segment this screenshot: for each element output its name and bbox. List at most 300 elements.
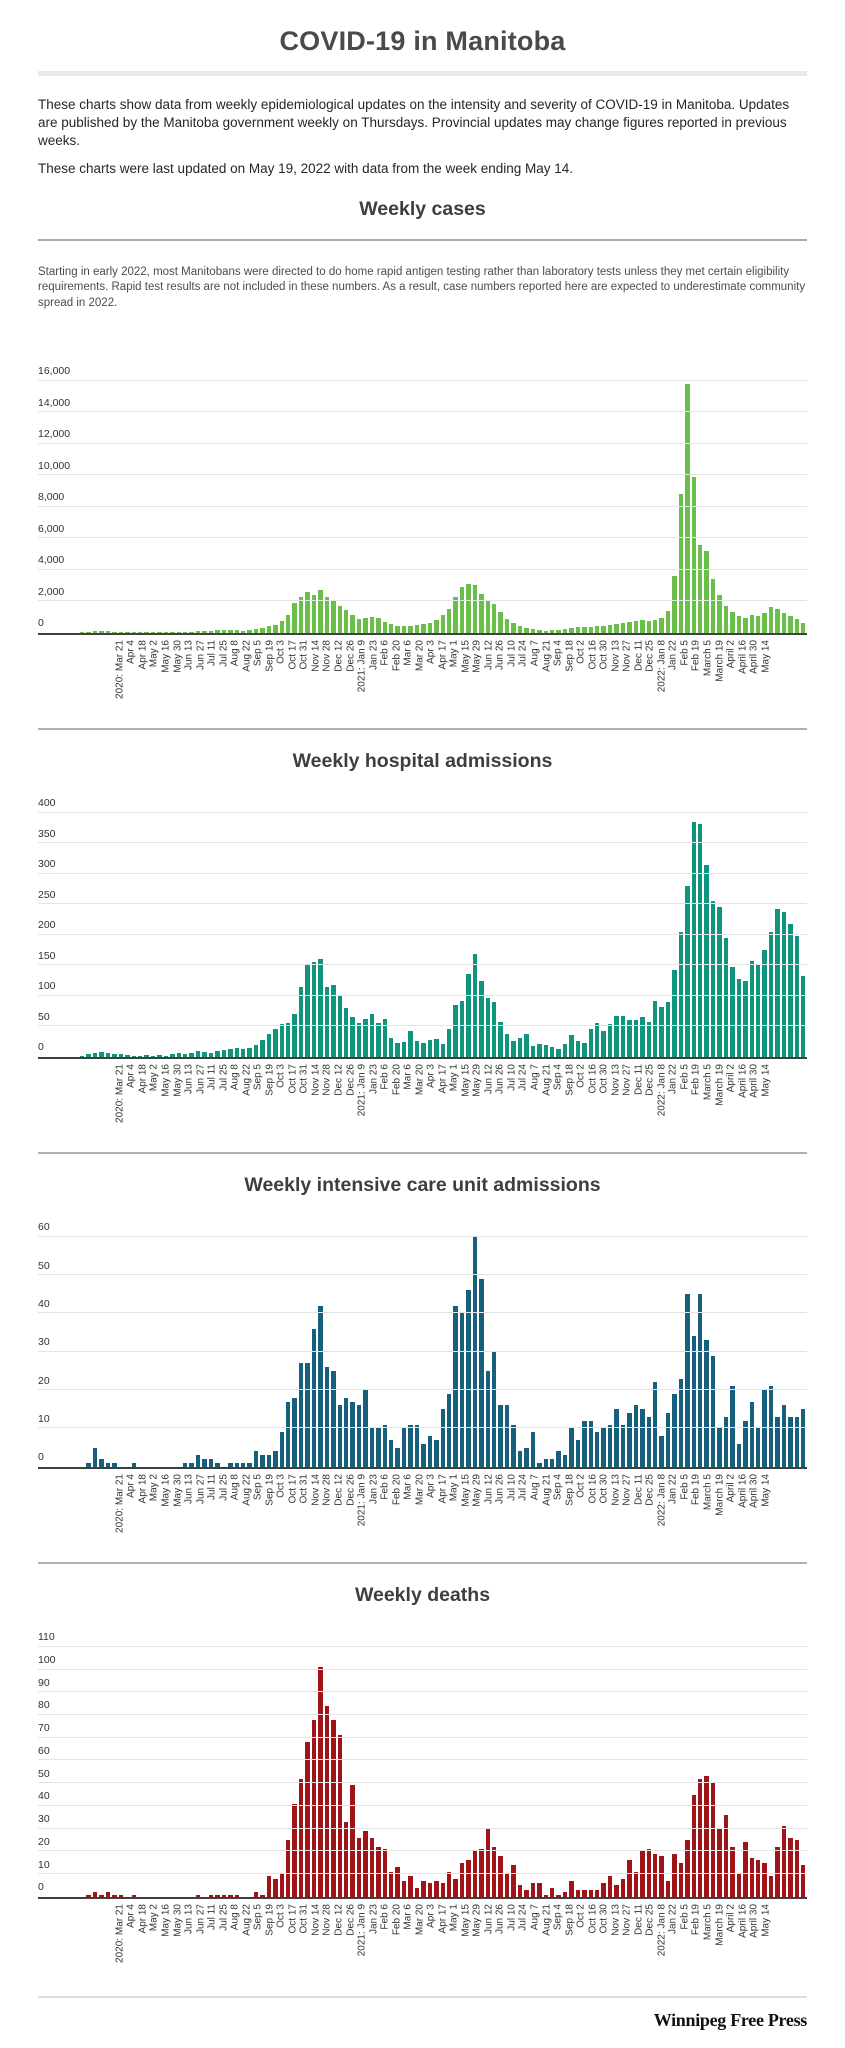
x-axis-tick: [425, 1472, 437, 1544]
x-axis-tick: [114, 1902, 126, 1974]
bar: [189, 1463, 193, 1467]
bar: [466, 1860, 470, 1896]
x-axis-tick-label: Oct 16: [587, 1473, 599, 1504]
bar: [389, 1038, 393, 1056]
x-axis-tick: [437, 1902, 449, 1974]
bar: [486, 1371, 490, 1467]
bar: [151, 632, 155, 633]
bar: [711, 1356, 715, 1467]
bar: [106, 1892, 110, 1897]
bar: [132, 1463, 136, 1467]
x-axis-tick: [748, 638, 760, 710]
y-axis-tick-label: 4,000: [38, 554, 65, 567]
x-axis-tick-label: 2020: Mar 21: [114, 639, 126, 699]
y-axis-tick-label: 50: [38, 1259, 50, 1272]
x-axis-tick-label: Feb 20: [391, 1903, 403, 1935]
x-axis-tick-label: May 15: [460, 1063, 472, 1097]
x-axis-tick: [229, 1902, 241, 1974]
bar: [170, 632, 174, 633]
bar: [647, 1417, 651, 1467]
bar: [621, 1016, 625, 1057]
bar: [492, 1352, 496, 1467]
gridline: [38, 873, 807, 874]
bar: [138, 632, 142, 633]
bar: [235, 630, 239, 632]
gridline: [38, 995, 807, 996]
x-axis-tick: [391, 1062, 403, 1134]
bar: [531, 1883, 535, 1897]
x-axis-tick-label: Sep 4: [552, 1473, 564, 1500]
bar: [685, 886, 689, 1057]
x-axis-tick-label: Jul 25: [218, 1063, 230, 1091]
x-axis-tick-label: Nov 28: [321, 1473, 333, 1506]
bar: [280, 621, 284, 633]
bar: [550, 630, 554, 633]
x-axis-tick-label: Sep 18: [564, 1473, 576, 1506]
bar: [395, 1867, 399, 1897]
x-axis-tick-label: May 2: [148, 1063, 160, 1091]
gridline: [38, 842, 807, 843]
x-axis-tick-label: Aug 22: [241, 1473, 253, 1506]
x-axis-tick: [275, 638, 287, 710]
x-axis-tick-label: Jun 13: [183, 1473, 195, 1504]
bar: [421, 1043, 425, 1056]
x-axis-tick: [321, 638, 333, 710]
x-axis-tick-label: Feb 20: [391, 1473, 403, 1505]
x-axis-tick: [172, 1472, 184, 1544]
bar: [280, 1432, 284, 1467]
bar: [119, 1895, 123, 1897]
bar: [441, 1409, 445, 1467]
x-axis-tick: [402, 1472, 414, 1544]
y-axis-tick-label: 100: [38, 1654, 56, 1666]
bar: [801, 623, 805, 633]
bar: [241, 631, 245, 633]
x-axis-tick: [264, 1472, 276, 1544]
x-axis-tick-label: Aug 21: [541, 1473, 553, 1506]
x-axis-tick-label: Nov 28: [321, 1063, 333, 1096]
bar: [782, 1826, 786, 1896]
x-axis-tick: [275, 1062, 287, 1134]
x-axis-tick: [529, 638, 541, 710]
bar: [235, 1048, 239, 1057]
deaths-bars: [80, 1647, 806, 1897]
bar: [737, 616, 741, 633]
x-axis-tick-label: Jun 12: [483, 1903, 495, 1934]
bar: [267, 626, 271, 632]
x-axis-tick-label: Jun 27: [195, 639, 207, 670]
x-axis-tick: [172, 638, 184, 710]
bar: [698, 1294, 702, 1467]
deaths-plot-area: [38, 1631, 807, 1899]
x-axis-tick: [414, 1472, 426, 1544]
x-axis-tick-label: Oct 3: [275, 1473, 287, 1498]
x-axis-tick: [137, 1902, 149, 1974]
x-axis-tick: [690, 1062, 702, 1134]
bar: [99, 1895, 103, 1897]
bar: [99, 631, 103, 633]
y-axis-tick-label: 0: [38, 1041, 44, 1054]
bar: [389, 624, 393, 633]
bar: [492, 1002, 496, 1057]
x-axis-tick-label: Feb 5: [679, 639, 691, 666]
x-axis-tick-label: Oct 17: [287, 639, 299, 670]
x-axis-tick-label: 2020: Mar 21: [114, 1903, 126, 1963]
x-axis-tick: [494, 638, 506, 710]
x-axis-tick-label: Jun 26: [494, 639, 506, 670]
bar: [730, 967, 734, 1057]
bar: [614, 1016, 618, 1057]
gridline: [38, 1805, 807, 1806]
x-axis-tick: [656, 1902, 668, 1974]
bar: [685, 1294, 689, 1467]
x-axis-tick: [414, 1902, 426, 1974]
x-axis-tick-label: Apr 17: [437, 639, 449, 670]
x-axis-tick: [483, 638, 495, 710]
bar: [247, 630, 251, 632]
x-axis-tick: [183, 1472, 195, 1544]
bar: [408, 626, 412, 633]
x-axis-tick: [760, 1902, 772, 1974]
bar: [711, 901, 715, 1057]
section-weekly-cases: [0, 198, 845, 710]
bar: [653, 1382, 657, 1466]
x-axis-tick-label: April 16: [737, 1063, 749, 1098]
bar: [672, 1854, 676, 1897]
bar: [408, 1876, 412, 1896]
bar: [254, 1045, 258, 1057]
bar: [254, 629, 258, 632]
bar: [717, 907, 721, 1056]
bar: [659, 618, 663, 633]
x-axis-tick-label: Nov 27: [621, 1903, 633, 1936]
x-axis-tick: [379, 638, 391, 710]
bar: [640, 1409, 644, 1467]
x-axis-tick: [564, 1472, 576, 1544]
bar: [769, 1876, 773, 1896]
x-axis-tick: [125, 1902, 137, 1974]
x-axis-tick-label: Dec 25: [644, 1473, 656, 1506]
x-axis-tick-label: Apr 3: [425, 1903, 437, 1928]
bar: [344, 1398, 348, 1467]
bar: [782, 613, 786, 633]
bar: [202, 1459, 206, 1467]
bar: [544, 1895, 548, 1897]
bar: [544, 1045, 548, 1057]
x-axis-tick: [298, 1472, 310, 1544]
x-axis-tick-label: Nov 14: [310, 1473, 322, 1506]
bar: [144, 632, 148, 633]
hospital-plot-area: [38, 797, 807, 1059]
bar: [717, 1428, 721, 1466]
bar: [563, 1044, 567, 1057]
bar: [421, 1881, 425, 1897]
x-axis-tick: [725, 1062, 737, 1134]
x-axis-tick-label: April 16: [737, 1473, 749, 1508]
x-axis-tick: [644, 1902, 656, 1974]
y-axis-tick-label: 80: [38, 1699, 50, 1712]
bar: [260, 1455, 264, 1467]
bar: [556, 1895, 560, 1897]
x-axis-tick-label: Nov 13: [610, 1473, 622, 1506]
bar: [357, 619, 361, 633]
x-axis-tick-label: Jun 26: [494, 1903, 506, 1934]
bar: [627, 1860, 631, 1896]
bar: [601, 626, 605, 633]
x-axis-tick: [656, 1062, 668, 1134]
x-axis-tick-label: Jun 13: [183, 1903, 195, 1934]
weekly-cases-chart: [38, 341, 807, 710]
gridline: [38, 474, 807, 475]
x-axis-tick: [644, 1472, 656, 1544]
x-axis-tick-label: Aug 8: [229, 1473, 241, 1500]
x-axis-tick-label: Oct 17: [287, 1473, 299, 1504]
hospital-x-axis-labels: [114, 1062, 772, 1134]
bar: [576, 1440, 580, 1467]
gridline: [38, 569, 807, 570]
bar: [692, 822, 696, 1057]
x-axis-tick-label: 2021: Jan 9: [356, 1473, 368, 1527]
bar: [621, 1425, 625, 1467]
x-axis-tick-label: Dec 12: [333, 1063, 345, 1096]
x-axis-tick-label: Nov 27: [621, 1473, 633, 1506]
x-axis-tick: [321, 1472, 333, 1544]
x-axis-tick: [437, 1062, 449, 1134]
bar: [376, 618, 380, 633]
bar: [498, 612, 502, 632]
x-axis-tick: [587, 1062, 599, 1134]
x-axis-tick: [345, 1472, 356, 1544]
bar: [634, 1872, 638, 1897]
x-axis-tick-label: Feb 19: [690, 1063, 702, 1095]
bar: [563, 629, 567, 633]
bar: [254, 1892, 258, 1897]
bar: [479, 981, 483, 1057]
x-axis-tick-label: 2022: Jan 8: [656, 1903, 668, 1957]
x-axis-tick: [679, 1902, 691, 1974]
x-axis-tick-label: Jun 27: [195, 1903, 207, 1934]
gridline: [38, 1351, 807, 1352]
bar: [769, 607, 773, 633]
x-axis-tick-label: Dec 26: [345, 1063, 356, 1096]
x-axis-tick: [552, 638, 564, 710]
x-axis-tick-label: Mar 6: [402, 639, 414, 666]
x-axis-tick-label: March 5: [702, 1473, 714, 1510]
x-axis-tick-label: 2021: Jan 9: [356, 639, 368, 693]
bar: [383, 622, 387, 633]
bar: [595, 1023, 599, 1057]
x-axis-tick: [656, 1472, 668, 1544]
x-axis-tick-label: April 2: [725, 1473, 737, 1503]
bar: [292, 603, 296, 633]
x-axis-tick: [206, 1472, 218, 1544]
bar: [350, 615, 354, 632]
bar: [112, 1895, 116, 1897]
bar: [144, 1055, 148, 1057]
x-axis-tick: [241, 1472, 253, 1544]
y-axis-tick-label: 6,000: [38, 522, 65, 535]
bar: [531, 629, 535, 632]
gridline: [38, 443, 807, 444]
x-axis-tick: [287, 638, 299, 710]
x-axis-tick: [448, 638, 460, 710]
bar: [589, 627, 593, 633]
x-axis-tick: [667, 1062, 679, 1134]
bar: [595, 626, 599, 633]
x-axis-tick-label: Jan 23: [368, 639, 380, 670]
x-axis-tick-label: Sep 4: [552, 1063, 564, 1090]
gridline: [38, 1646, 807, 1647]
bar: [524, 628, 528, 632]
bar: [601, 1428, 605, 1466]
bar: [595, 1432, 599, 1467]
x-axis-tick-label: May 29: [471, 1903, 483, 1937]
bar: [756, 965, 760, 1057]
bar: [86, 1054, 90, 1056]
x-axis-tick-label: Jul 25: [218, 639, 230, 667]
x-axis-tick-label: April 16: [737, 639, 749, 674]
x-axis-tick: [541, 638, 553, 710]
x-axis-tick: [206, 638, 218, 710]
bar: [267, 1034, 271, 1057]
x-axis-tick-label: Sep 19: [264, 639, 276, 672]
x-axis-tick-label: Jul 24: [517, 1473, 529, 1501]
x-axis-tick-label: Aug 7: [529, 1473, 541, 1500]
bar: [228, 1049, 232, 1056]
x-axis-tick: [391, 638, 403, 710]
heading-hospital-admissions: Weekly hospital admissions: [292, 749, 553, 772]
bar: [80, 632, 84, 633]
bar: [106, 1463, 110, 1467]
bar: [775, 909, 779, 1057]
bar: [170, 1054, 174, 1056]
x-axis-tick-label: Mar 6: [402, 1903, 414, 1930]
bar: [415, 1041, 419, 1057]
x-axis-tick-label: Sep 19: [264, 1473, 276, 1506]
x-axis-tick-label: May 2: [148, 1903, 160, 1931]
x-axis-tick-label: May 29: [471, 639, 483, 673]
x-axis-tick-label: April 2: [725, 1903, 737, 1933]
y-axis-tick-label: 300: [38, 858, 56, 871]
x-axis-tick-label: 2021: Jan 9: [356, 1063, 368, 1117]
x-axis-tick-label: Sep 18: [564, 1903, 576, 1936]
x-axis-tick-label: Apr 18: [137, 1473, 149, 1504]
x-axis-tick-label: May 30: [172, 639, 184, 673]
x-axis-tick: [725, 1902, 737, 1974]
bar: [537, 1883, 541, 1897]
bar: [795, 619, 799, 632]
x-axis-tick: [714, 1062, 725, 1134]
x-axis-tick-label: Jul 10: [506, 639, 518, 667]
x-axis-tick: [241, 638, 253, 710]
x-axis-tick-label: Nov 27: [621, 1063, 633, 1096]
bar: [183, 1054, 187, 1057]
bar: [679, 1863, 683, 1897]
x-axis-tick: [633, 1472, 645, 1544]
cases-plot-area: [38, 365, 807, 635]
bar: [447, 609, 451, 633]
bar: [569, 1035, 573, 1056]
bar: [428, 1040, 432, 1056]
bar: [164, 1056, 168, 1057]
bar: [273, 625, 277, 633]
bar: [737, 1874, 741, 1897]
bar: [331, 600, 335, 633]
bar: [659, 1436, 663, 1467]
y-axis-tick-label: 200: [38, 919, 56, 932]
bar: [453, 1879, 457, 1897]
bar: [93, 631, 97, 632]
x-axis-tick: [471, 1062, 483, 1134]
bar: [608, 625, 612, 633]
bar: [544, 1459, 548, 1467]
x-axis-tick-label: Feb 19: [690, 1903, 702, 1935]
bar: [292, 1398, 296, 1467]
bar: [479, 1279, 483, 1467]
x-axis-tick: [737, 1902, 749, 1974]
bar: [99, 1052, 103, 1057]
x-axis-tick: [737, 1472, 749, 1544]
bar: [299, 987, 303, 1057]
x-axis-tick-label: Jan 23: [368, 1063, 380, 1094]
x-axis-tick-label: Sep 18: [564, 639, 576, 672]
gridline: [38, 812, 807, 813]
x-axis-tick-label: Feb 6: [379, 1063, 391, 1090]
x-axis-tick: [206, 1062, 218, 1134]
updated-paragraph: These charts were last updated on May 19, 2022 with data from the week ending May 14.: [38, 161, 574, 177]
x-axis-tick-label: Dec 11: [633, 1903, 645, 1935]
x-axis-tick: [160, 638, 172, 710]
y-axis-tick-label: 14,000: [38, 396, 71, 409]
x-axis-tick-label: Oct 2: [575, 639, 587, 664]
bar: [698, 545, 702, 633]
x-axis-tick-label: Oct 30: [598, 639, 610, 670]
bar: [692, 1336, 696, 1466]
bar: [318, 590, 322, 633]
bar: [486, 1829, 490, 1897]
bar: [518, 1038, 522, 1057]
x-axis-tick-label: May 29: [471, 1063, 483, 1097]
x-axis-tick: [333, 638, 345, 710]
x-axis-tick-label: Apr 4: [125, 1903, 137, 1928]
x-axis-tick: [737, 638, 749, 710]
heading-icu-admissions: Weekly intensive care unit admissions: [244, 1173, 601, 1196]
x-axis-tick-label: Jan 23: [368, 1473, 380, 1504]
bar: [363, 618, 367, 633]
x-axis-tick-label: May 29: [471, 1473, 483, 1507]
bar: [119, 1054, 123, 1057]
bar: [711, 579, 715, 633]
bar: [312, 1329, 316, 1467]
bar: [247, 1463, 251, 1467]
bar: [498, 1405, 502, 1466]
bar: [434, 1039, 438, 1057]
divider: [38, 1562, 807, 1564]
bar: [505, 1405, 509, 1466]
x-axis-tick-label: Sep 4: [552, 1903, 564, 1930]
bar: [711, 1783, 715, 1897]
x-axis-tick: [725, 638, 737, 710]
bar: [93, 1448, 97, 1467]
bar: [318, 1306, 322, 1467]
y-axis-tick-label: 40: [38, 1790, 50, 1803]
heading-weekly-cases: Weekly cases: [359, 198, 486, 221]
bar: [750, 1402, 754, 1467]
x-axis-tick: [598, 638, 610, 710]
x-axis-tick-label: Apr 18: [137, 639, 149, 670]
bar: [247, 1048, 251, 1057]
x-axis-tick-label: Jun 26: [494, 1063, 506, 1094]
